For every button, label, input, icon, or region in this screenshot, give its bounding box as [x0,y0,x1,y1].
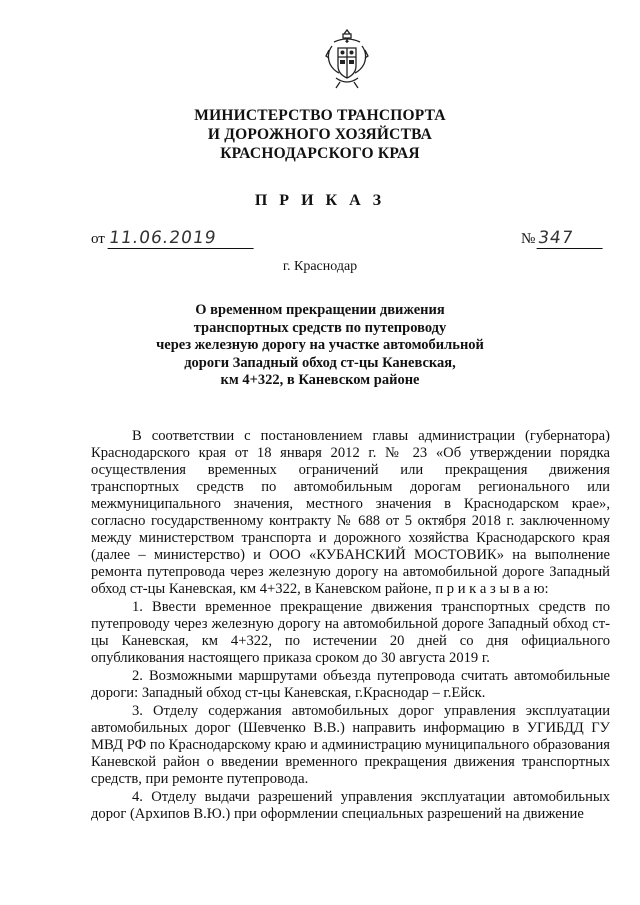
date-prefix: от [91,231,105,247]
number-prefix: № [521,231,536,247]
ministry-line: КРАСНОДАРСКОГО КРАЯ [220,145,420,162]
body-paragraph-item-3: 3. Отделу содержания автомобильных дорог управления эксплуатации автомобильных дорог (Шевченко В.В.) направить информацию в УГИБДД ГУ МВД РФ по Краснодарскому краю и администрацию муниципального образования Каневской район о введении временного прекращения движения транспортных средств, при ремонте путепровода. [91,703,610,787]
body-paragraph-item-2: 2. Возможными маршрутами объезда путепровода считать автомобильные дороги: Западный обход ст-цы Каневская, г.Краснодар – г.Ейск. [91,668,610,701]
body-paragraph-item-1: 1. Ввести временное прекращение движения транспортных средств по путепроводу через железную дорогу на автомобильной дороге Западный обход ст-цы Каневская, км 4+322, по истечении 20 дней со дня официального опубликования настоящего приказа сроком до 30 августа 2019 г. [91,599,610,666]
heading-line: транспортных средств по путепроводу [193,319,447,336]
ministry-line: МИНИСТЕРСТВО ТРАНСПОРТА [194,107,446,124]
order-date-row [91,228,255,249]
order-number-handwritten: 347 [537,228,606,249]
ministry-line: И ДОРОЖНОГО ХОЗЯЙСТВА [207,126,433,143]
heading-line: через железную дорогу на участке автомобильной [156,337,484,353]
krasnodar-coat-of-arms-icon [324,28,370,90]
heading-line: О временном прекращении движения [195,302,445,318]
city-label: г. Краснодар [282,259,358,274]
heading-line: дороги Западный обход ст-цы Каневская, [184,354,456,371]
ministry-name [0,106,640,163]
order-body [91,428,610,823]
order-number-row [521,228,604,249]
body-paragraph-item-4: 4. Отделу выдачи разрешений управления эксплуатации автомобильных дорог (Архипов В.Ю.) при оформлении специальных разрешений на движение [91,789,610,822]
order-heading [150,302,490,390]
order-date-handwritten: 11.06.2019 [107,228,256,249]
order-title: П Р И К А З [254,192,386,209]
heading-line: км 4+322, в Каневском районе [220,372,420,388]
body-paragraph-preamble: В соответствии с постановлением главы администрации (губернатора) Краснодарского края от 18 января 2012 г. № 23 «Об утверждении порядка осуществления временных ограничений или прекращения движения транспортных средств по автомобильным дорогам регионального или межмуниципального значения, местного значения в Краснодарском крае», согласно государственному контракту № 688 от 5 октября 2018 г. заключенному между министерством транспорта и дорожного хозяйства Краснодарского края (далее – министерство) и ООО «КУБАНСКИЙ МОСТОВИК» на выполнение ремонта путепровода через железную дорогу на автомобильной дороге Западный обход ст-цы Каневская, км 4+322, в Каневском районе, п р и к а з ы в а ю: [91,428,610,597]
